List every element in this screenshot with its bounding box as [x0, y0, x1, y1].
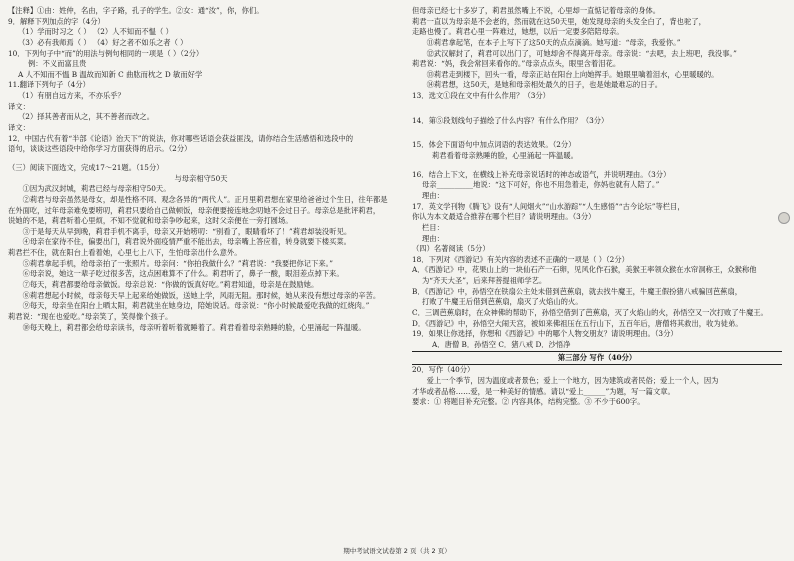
text-line: 你认为本文最适合推荐在哪个栏目？请说明理由。（3分） — [412, 212, 596, 222]
text-line: 打败了牛魔王后借到芭蕉扇，扇灭了火焰山的火。 — [422, 297, 583, 307]
text-line: 语句，谈谈这些语段中给你学习方面获得的启示。（2分） — [8, 144, 192, 154]
text-line: 要求：① 将题目补充完整。② 内容具体，结构完整。③ 不少于600字。 — [412, 397, 645, 407]
text-line: 理由： — [422, 190, 444, 200]
text-line: 理由： — [422, 233, 444, 243]
option-a: A．《西游记》中，花果山上的一块仙石产一石卵，见风化作石猴，美猴王率领众猴在水帘洞称王，众猴称他 — [412, 265, 757, 275]
left-column — [8, 6, 394, 333]
text-line: （1）学而时习之（ ） （2）人不知而不愠（ ） — [18, 27, 173, 37]
text-line: （2）择其善者而从之，其不善者而改之。 — [18, 112, 154, 122]
question-17: 17．英文学刊物《腾飞》设有“人间烟火”“山水游踪”“人生感悟”“古今论坛”等栏目， — [412, 201, 685, 211]
text-line: 栏目： — [422, 222, 444, 232]
option-d: D．《西游记》中，孙悟空大闹天宫，被如来佛祖压在五行山下，五百年后，唐僧将其救出，收为徒弟。 — [412, 318, 743, 328]
text-line: ⑪莉君拿起笔，在本子上写下了这50天的点点滴滴。她写道：“母亲，我爱你。” — [426, 37, 681, 47]
text-line: 在外面吃，过年母亲难免要唠叨，莉君只要给自己做顿饭，母亲便要接连地念叨她不会过日子。母亲总是批评莉君， — [8, 205, 381, 215]
text-line: ⑨每天，母亲坐在阳台上晒太阳，莉君就坐在她身边，陪她说话。母亲说：“你小时候最爱吃我做的红烧肉。” — [22, 301, 370, 311]
option-b: B．《西游记》中，孙悟空在铁扇公主处未借到芭蕉扇，就去找牛魔王，牛魔王假扮猪八戒骗回芭蕉扇， — [412, 286, 743, 296]
section-heading: （四）名著阅读（5分） — [412, 244, 490, 254]
question-13: 13．选文①段在文中有什么作用？（3分） — [412, 91, 550, 101]
text-line: ⑭莉君想，这50天，是她和母亲相处最久的日子，也是她最难忘的日子。 — [426, 80, 663, 90]
question-10: 10．下列句子中“而”的用法与例句相同的一项是（ ）（2分） — [8, 48, 204, 58]
question-19: 19．如果让你选择，你想和《西游记》中的哪个人物交朋友？请说明理由。（3分） — [412, 329, 678, 339]
binding-hole — [778, 212, 790, 224]
text-line: 译文： — [8, 101, 30, 111]
text-line: ②莉君与母亲虽然是母女，却是性格不同、观念各异的“两代人”。正月里莉君想在家里给爸爸过个生日，往年都是 — [22, 194, 388, 204]
text-line: ⑬莉君走到楼下，回头一看，母亲正站在阳台上向她挥手。她眼里噙着泪水，心里暖暖的。 — [426, 69, 719, 79]
text-line: 爱上一个季节，因为温度或者景色；爱上一个地方，因为建筑或者民俗；爱上一个人，因为 — [426, 375, 719, 385]
text-line: ⑫武汉解封了，莉君可以出门了，可她却舍不得离开母亲。母亲说：“去吧，去上班吧，我没事。” — [426, 48, 737, 58]
question-9: 9．解释下列加点的字（4分） — [8, 16, 105, 26]
question-15: 15．体会下面语句中加点词语的表达效果。（2分） — [412, 140, 576, 150]
text-line: 莉君说：“妈，我会常回来看你的。”母亲点点头，眼里含着泪花。 — [412, 59, 621, 69]
question-16: 16．结合上下文，在横线上补充母亲说话时的神态或语气，并说明理由。（3分） — [412, 169, 671, 179]
text-line: 但母亲已经七十多岁了，莉君虽然嘴上不说，心里却一直惦记着母亲的身体。 — [412, 6, 661, 15]
text-line: 译文： — [8, 123, 30, 133]
text-line: A．唐僧 B．孙悟空 C．猪八戒 D．沙悟净 — [432, 339, 571, 349]
text-line: ⑥母亲说，她这一辈子吃过很多苦，这点困难算不了什么。莉君听了，鼻子一酸，眼泪差点掉下来。 — [22, 269, 344, 279]
part-three-heading: 第三部分 写作（40分） — [412, 351, 782, 366]
page-footer: 期中考试语文试卷第 2 页（共 2 页） — [343, 547, 451, 555]
text-line: 【注释】①由：姓仲，名由，字子路，孔子的学生。②女：通“汝”，你，你们。 — [8, 6, 264, 15]
text-line: ④母亲在家待不住，偏要出门，莉君说外面疫情严重不能出去，母亲嘴上答应着，转身就要下楼买菜。 — [22, 237, 351, 247]
text-line: 说她的不是，莉君听着心里烦，不知不觉就和母亲争吵起来，这时父亲便在一旁打圆场。 — [8, 216, 293, 226]
text-line: 走路也慢了。莉君心里一阵难过，她想，以后一定要多陪陪母亲。 — [412, 27, 624, 37]
question-14: 14．第⑤段划线句子描绘了什么内容？有什么作用？（3分） — [412, 115, 609, 125]
option-c: C．三调芭蕉扇时，在众神佛的帮助下，孙悟空借到了芭蕉扇，灭了火焰山的火，孙悟空又一次打败了牛魔王。 — [412, 308, 768, 318]
text-line: ③于是每天从早到晚，莉君手机不离手，母亲又开始唠叨：“别看了，眼睛看坏了！”莉君却装没听见。 — [22, 226, 352, 236]
text-line: ⑦每天，莉君都要给母亲做饭。母亲总说：“你做的饭真好吃。”莉君知道，母亲是在鼓励她。 — [22, 280, 319, 290]
text-line: A 人不知而不愠 B 温故而知新 C 曲肱而枕之 D 敏而好学 — [18, 69, 203, 79]
text-line: 莉君拦不住，就在阳台上看着她，心里七上八下，生怕母亲出什么意外。 — [8, 248, 242, 258]
text-line: ⑤莉君拿起手机，给母亲拍了一张照片。母亲问：“你拍我做什么？”莉君说：“我要把你记下来。” — [22, 258, 334, 268]
question-12: 12．中国古代有着“半部《论语》治天下”的说法，你对哪些话语会获益匪浅，请你结合生活感悟和选段中的 — [8, 133, 354, 143]
text-line: 才华或者品格……爱，是一种美好的情感。请以“爱上______”为题，写一篇文章。 — [412, 386, 675, 396]
text-line: 莉君看着母亲熟睡的脸，心里涌起一阵温暖。 — [432, 151, 578, 161]
text-line: ⑧莉君想起小时候，母亲每天早上起来给她做饭，送她上学，风雨无阻。那时候，她从来没有想过母亲的辛苦。 — [22, 290, 381, 300]
text-line: 为“齐天大圣”，后来拜菩提祖师学艺。 — [422, 276, 547, 286]
text-line: 莉君一直以为母亲是不会老的，然而就在这50天里，她发现母亲的头发全白了，背也驼了， — [412, 16, 706, 26]
text-line: 莉君说：“现在也爱吃。”母亲笑了，笑得像个孩子。 — [8, 311, 173, 321]
question-20: 20．写作（40分） — [412, 365, 475, 375]
right-column — [412, 6, 782, 408]
question-18: 18．下列对《西游记》有关内容的表述不正确的一项是（ ）（2分） — [412, 254, 629, 264]
text-line: ①因为武汉封城，莉君已经与母亲相守50天。 — [22, 184, 171, 194]
text-line: （3）必有我师焉（ ） （4）好之者不如乐之者（ ） — [18, 37, 188, 47]
text-line: 例：不义而富且贵 — [28, 59, 87, 69]
text-line: ⑩每天晚上，莉君都会给母亲读书，母亲听着听着就睡着了。莉君看着母亲熟睡的脸，心里涌起一阵温暖。 — [22, 322, 366, 332]
text-line: 母亲__________地说：“这下可好，你也不用急着走，你妈也就有人陪了。” — [422, 180, 660, 190]
question-11: 11.翻译下列句子（4分） — [8, 80, 90, 90]
section-heading: （三）阅读下面选文，完成17～21题。（15分） — [8, 162, 164, 172]
text-line: （1）有朋自远方来，不亦乐乎？ — [18, 91, 125, 101]
passage-title: 与母亲相守50天 — [174, 173, 228, 183]
